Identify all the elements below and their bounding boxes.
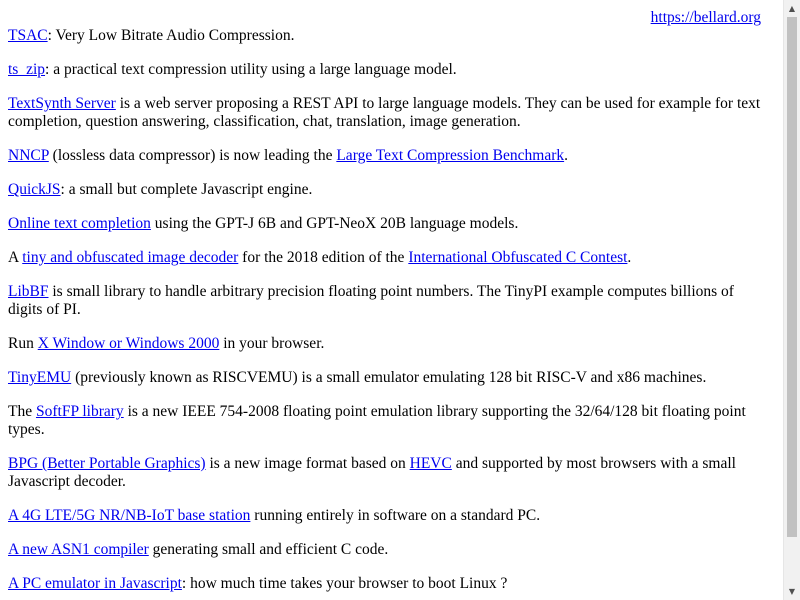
project-description: and supported by most browsers with a small Javascript decoder. bbox=[8, 455, 736, 490]
scroll-down-arrow-icon[interactable]: ▼ bbox=[788, 587, 796, 596]
project-description: . bbox=[627, 249, 632, 266]
project-description: The bbox=[8, 403, 36, 420]
project-item bbox=[8, 27, 769, 45]
project-list bbox=[8, 27, 769, 593]
project-link[interactable]: Online text completion bbox=[8, 215, 151, 232]
project-link[interactable]: A PC emulator in Javascript bbox=[8, 575, 182, 592]
project-item bbox=[8, 215, 769, 233]
project-item bbox=[8, 507, 769, 525]
project-link[interactable]: LibBF bbox=[8, 283, 49, 300]
project-item bbox=[8, 283, 769, 319]
scroll-up-arrow-icon[interactable]: ▲ bbox=[788, 4, 796, 13]
project-item bbox=[8, 95, 769, 131]
project-description: is a new IEEE 754-2008 floating point emulation library supporting the 32/64/128 bit floating point types. bbox=[8, 403, 746, 438]
project-link[interactable]: QuickJS bbox=[8, 181, 61, 198]
project-link[interactable]: tiny and obfuscated image decoder bbox=[22, 249, 239, 266]
project-item bbox=[8, 181, 769, 199]
project-item bbox=[8, 61, 769, 79]
project-item bbox=[8, 369, 769, 387]
project-item bbox=[8, 541, 769, 559]
project-link[interactable]: International Obfuscated C Contest bbox=[408, 249, 628, 266]
project-description: in your browser. bbox=[219, 335, 325, 352]
scrollbar-thumb[interactable] bbox=[787, 17, 797, 537]
project-link[interactable]: NNCP bbox=[8, 147, 49, 164]
project-item bbox=[8, 335, 769, 353]
project-description: . bbox=[564, 147, 568, 164]
project-link[interactable]: X Window or Windows 2000 bbox=[37, 335, 220, 352]
project-description: : how much time takes your browser to boot Linux ? bbox=[181, 575, 508, 592]
project-description: (previously known as RISCVEMU) is a small emulator emulating 128 bit RISC-V and x86 machines. bbox=[71, 369, 707, 386]
project-description: for the 2018 edition of the bbox=[238, 249, 409, 266]
project-description: is a web server proposing a REST API to large language models. They can be used for example for text completion, question answering, classification, chat, translation, image generation. bbox=[8, 95, 761, 130]
project-item bbox=[8, 575, 769, 593]
project-description: (lossless data compressor) is now leading the bbox=[48, 147, 337, 164]
site-home-link[interactable]: https://bellard.org bbox=[650, 9, 761, 26]
project-link[interactable]: TinyEMU bbox=[8, 369, 72, 386]
project-description: using the GPT-J 6B and GPT-NeoX 20B language models. bbox=[150, 215, 519, 232]
project-link[interactable]: SoftFP library bbox=[35, 403, 124, 420]
project-description: : a practical text compression utility using a large language model. bbox=[45, 61, 457, 78]
project-link[interactable]: ts_zip bbox=[8, 61, 46, 78]
project-link[interactable]: BPG (Better Portable Graphics) bbox=[8, 455, 206, 472]
vertical-scrollbar[interactable] bbox=[783, 0, 800, 600]
project-item bbox=[8, 147, 769, 165]
project-link[interactable]: HEVC bbox=[409, 455, 452, 472]
project-item bbox=[8, 403, 769, 439]
project-link[interactable]: Large Text Compression Benchmark bbox=[336, 147, 565, 164]
project-description: is a new image format based on bbox=[205, 455, 410, 472]
project-item bbox=[8, 455, 769, 491]
project-description: A bbox=[8, 249, 23, 266]
project-description: Run bbox=[8, 335, 38, 352]
project-item bbox=[8, 249, 769, 267]
project-link[interactable]: A 4G LTE/5G NR/NB-IoT base station bbox=[8, 507, 251, 524]
project-description: is small library to handle arbitrary precision floating point numbers. The TinyPI example computes billions of digits of PI. bbox=[8, 283, 734, 318]
project-description: generating small and efficient C code. bbox=[148, 541, 389, 558]
project-description: running entirely in software on a standard PC. bbox=[250, 507, 541, 524]
project-link[interactable]: TextSynth Server bbox=[8, 95, 116, 112]
project-link[interactable]: A new ASN1 compiler bbox=[8, 541, 149, 558]
project-link[interactable]: TSAC bbox=[8, 27, 48, 44]
project-description: : Very Low Bitrate Audio Compression. bbox=[47, 27, 295, 44]
project-description: : a small but complete Javascript engine. bbox=[60, 181, 313, 198]
